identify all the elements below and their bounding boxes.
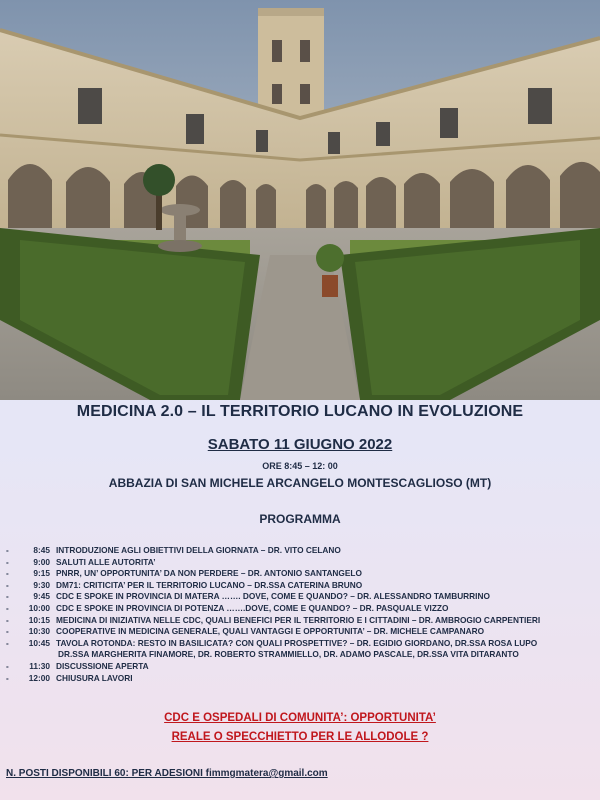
program-item-continuation: DR.SSA MARGHERITA FINAMORE, DR. ROBERTO STRAMMIELLO, DR. ADAMO PASCALE, DR.SSA VITA DITARANTO [58, 649, 519, 660]
program-item: - 8:45 INTRODUZIONE AGLI OBIETTIVI DELLA GIORNATA – DR. VITO CELANO [6, 545, 341, 555]
program-item: - 12:00 CHIUSURA LAVORI [6, 672, 133, 683]
program-list [6, 545, 596, 684]
program-item: - 9:30 DM71: CRITICITA’ PER IL TERRITORIO LUCANO – DR.SSA CATERINA BRUNO [6, 579, 363, 590]
event-time: ORE 8:45 – 12: 00 [262, 461, 338, 471]
highlight-line-1: CDC E OSPEDALI DI COMUNITA’: OPPORTUNITA’ [164, 712, 436, 724]
event-venue: ABBAZIA DI SAN MICHELE ARCANGELO MONTESCAGLIOSO (MT) [108, 476, 492, 490]
event-date: SABATO 11 GIUGNO 2022 [207, 436, 393, 453]
program-item: - 9:45 CDC E SPOKE IN PROVINCIA DI MATERA ……. DOVE, COME E QUANDO? – DR. ALESSANDRO TAMBURRINO [6, 591, 490, 602]
program-item: - 9:00 SALUTI ALLE AUTORITA’ [6, 556, 156, 567]
footer-registration: N. POSTI DISPONIBILI 60: PER ADESIONI fimmgmatera@gmail.com [6, 768, 328, 779]
program-item: - 10:30 COOPERATIVE IN MEDICINA GENERALE, QUALI VANTAGGI E OPPORTUNITA’ – DR. MICHELE CAMPANARO [6, 626, 485, 637]
program-item: - 11:30 DISCUSSIONE APERTA [6, 660, 149, 671]
program-item: - 10:15 MEDICINA DI INIZIATIVA NELLE CDC, QUALI BENEFICI PER IL TERRITORIO E I CITTADINI – DR. AMBROGIO CARPENTIERI [6, 614, 541, 625]
event-title: MEDICINA 2.0 – IL TERRITORIO LUCANO IN EVOLUZIONE [76, 403, 524, 420]
program-item: - 10:00 CDC E SPOKE IN PROVINCIA DI POTENZA …….DOVE, COME E QUANDO? – DR. PASQUALE VIZZO [6, 602, 449, 613]
program-item: - 9:15 PNRR, UN’ OPPORTUNITA’ DA NON PERDERE – DR. ANTONIO SANTANGELO [6, 568, 362, 579]
highlight-line-2: REALE O SPECCHIETTO PER LE ALLODOLE ? [171, 731, 429, 743]
programma-heading: PROGRAMMA [259, 512, 341, 526]
program-item: - 10:45 TAVOLA ROTONDA: RESTO IN BASILICATA? CON QUALI PROSPETTIVE? – DR. EGIDIO GIORDANO, DR.SSA ROSA LUPO [6, 637, 538, 648]
